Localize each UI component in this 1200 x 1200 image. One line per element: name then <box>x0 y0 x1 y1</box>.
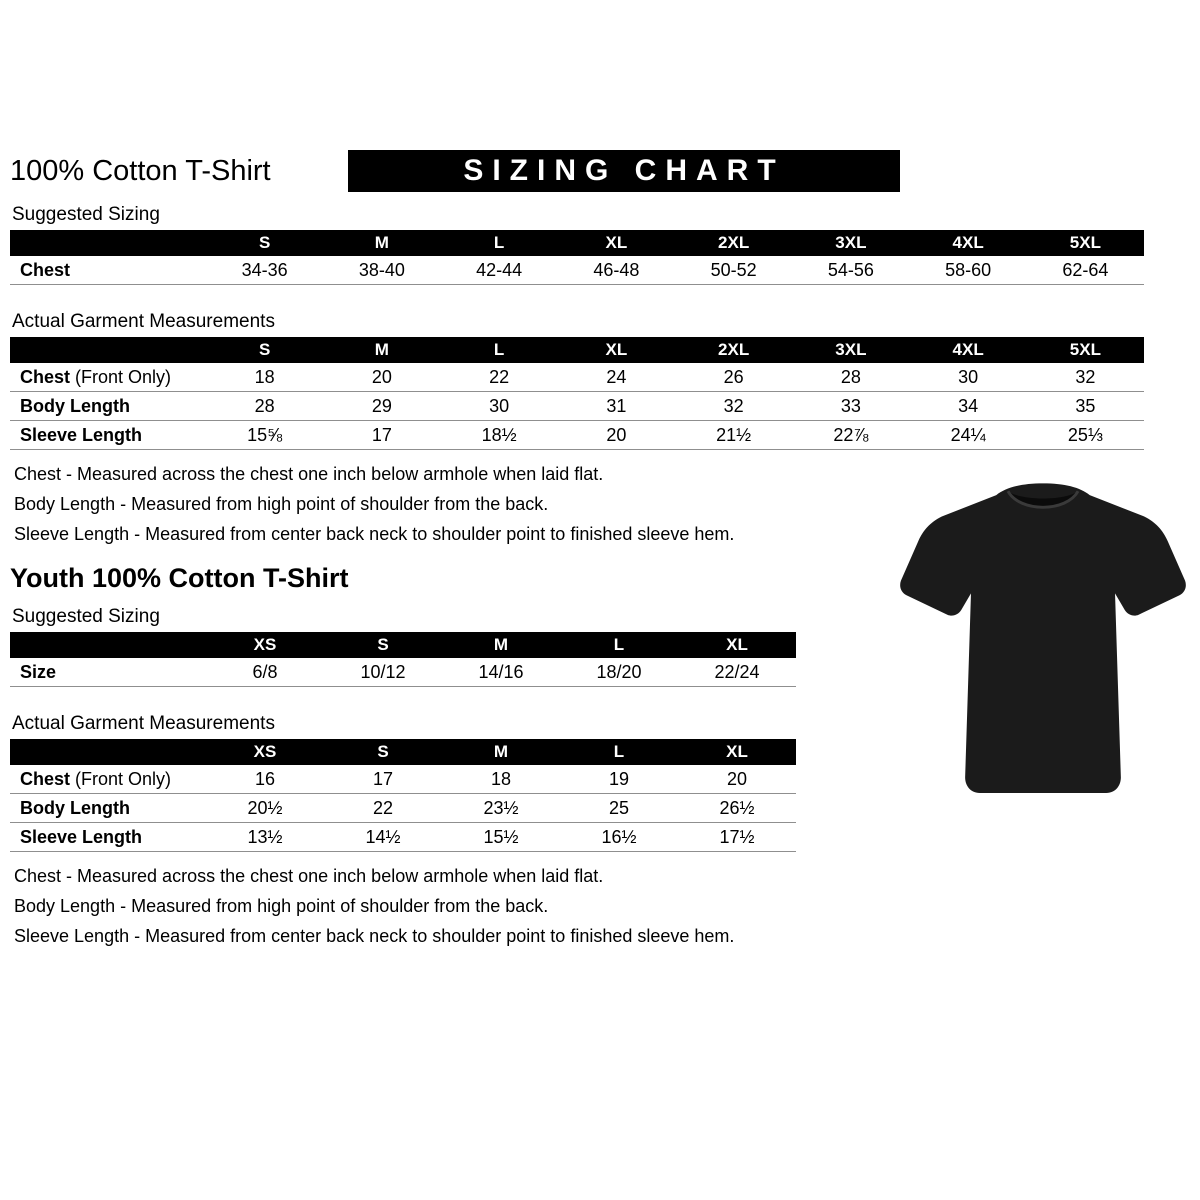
size-value: 32 <box>675 392 792 421</box>
size-value: 24 <box>558 363 675 392</box>
row-label: Chest <box>20 367 71 387</box>
row-label: Sleeve Length <box>20 827 143 847</box>
size-header: 2XL <box>675 230 792 256</box>
youth-actual-measurements-table <box>10 739 796 852</box>
size-value: 19 <box>560 765 678 794</box>
size-value: 24¼ <box>910 421 1027 450</box>
size-value: 20 <box>323 363 440 392</box>
size-value: 62-64 <box>1027 256 1144 285</box>
size-value: 30 <box>910 363 1027 392</box>
youth-actual-measurements-label: Actual Garment Measurements <box>12 713 275 734</box>
header-spacer <box>10 337 206 363</box>
note-line: Chest - Measured across the chest one inch below armhole when laid flat. <box>14 464 604 484</box>
row-label: Size <box>20 662 57 682</box>
size-value: 38-40 <box>323 256 440 285</box>
table-row <box>10 392 1144 421</box>
size-value: 42-44 <box>441 256 558 285</box>
size-value: 23½ <box>442 794 560 823</box>
size-header: 5XL <box>1027 337 1144 363</box>
header-spacer <box>10 632 206 658</box>
size-header: XL <box>558 337 675 363</box>
note-line: Body Length - Measured from high point of shoulder from the back. <box>14 896 549 916</box>
size-value: 20 <box>678 765 796 794</box>
adult-suggested-sizing-label: Suggested Sizing <box>12 204 160 225</box>
size-header: 5XL <box>1027 230 1144 256</box>
size-value: 31 <box>558 392 675 421</box>
header-spacer <box>10 739 206 765</box>
size-header: 3XL <box>792 230 909 256</box>
table-row <box>10 363 1144 392</box>
header-spacer <box>10 230 206 256</box>
note-line: Sleeve Length - Measured from center back neck to shoulder point to finished sleeve hem. <box>14 926 735 946</box>
size-value: 22 <box>324 794 442 823</box>
sizing-chart-banner: SIZING CHART <box>348 150 900 192</box>
size-value: 34 <box>910 392 1027 421</box>
row-label: Body Length <box>20 798 130 818</box>
size-value: 20 <box>558 421 675 450</box>
youth-measurement-notes <box>14 866 1190 947</box>
black-tshirt-image <box>897 476 1189 814</box>
size-value: 17½ <box>678 823 796 852</box>
size-value: 18 <box>206 363 323 392</box>
size-value: 28 <box>206 392 323 421</box>
size-value: 34-36 <box>206 256 323 285</box>
size-header: 3XL <box>792 337 909 363</box>
size-value: 15⅝ <box>206 421 323 450</box>
size-value: 22⅞ <box>792 421 909 450</box>
note-line: Body Length - Measured from high point of shoulder from the back. <box>14 494 549 514</box>
size-header-row <box>10 739 796 765</box>
size-header-row <box>10 632 796 658</box>
size-value: 6/8 <box>206 658 324 687</box>
size-value: 14/16 <box>442 658 560 687</box>
table-row <box>10 421 1144 450</box>
table-row <box>10 765 796 794</box>
size-value: 20½ <box>206 794 324 823</box>
row-label-suffix: (Front Only) <box>70 367 172 387</box>
size-header: L <box>560 632 678 658</box>
size-value: 26 <box>675 363 792 392</box>
size-value: 33 <box>792 392 909 421</box>
page-title: 100% Cotton T-Shirt <box>10 155 271 187</box>
size-header: XL <box>558 230 675 256</box>
row-label-suffix: (Front Only) <box>70 769 172 789</box>
size-header-row <box>10 337 1144 363</box>
size-value: 18/20 <box>560 658 678 687</box>
adult-actual-measurements-table <box>10 337 1144 450</box>
size-value: 14½ <box>324 823 442 852</box>
size-value: 16 <box>206 765 324 794</box>
size-header: XL <box>678 632 796 658</box>
size-value: 10/12 <box>324 658 442 687</box>
size-value: 50-52 <box>675 256 792 285</box>
size-value: 17 <box>323 421 440 450</box>
size-value: 28 <box>792 363 909 392</box>
size-value: 17 <box>324 765 442 794</box>
row-label: Body Length <box>20 396 130 416</box>
size-value: 32 <box>1027 363 1144 392</box>
size-value: 15½ <box>442 823 560 852</box>
adult-actual-measurements-label: Actual Garment Measurements <box>12 311 275 332</box>
page-header <box>10 150 1190 192</box>
size-header: 4XL <box>910 337 1027 363</box>
table-row <box>10 256 1144 285</box>
size-header: 4XL <box>910 230 1027 256</box>
size-header: S <box>324 632 442 658</box>
size-header: M <box>442 632 560 658</box>
size-header: XS <box>206 632 324 658</box>
table-row <box>10 658 796 687</box>
size-header: S <box>206 337 323 363</box>
size-value: 18 <box>442 765 560 794</box>
size-value: 16½ <box>560 823 678 852</box>
size-header: 2XL <box>675 337 792 363</box>
size-header: M <box>442 739 560 765</box>
row-label: Chest <box>20 260 71 280</box>
size-header: XS <box>206 739 324 765</box>
size-value: 46-48 <box>558 256 675 285</box>
size-value: 29 <box>323 392 440 421</box>
size-value: 13½ <box>206 823 324 852</box>
size-header: S <box>324 739 442 765</box>
size-header-row <box>10 230 1144 256</box>
size-header: XL <box>678 739 796 765</box>
size-value: 30 <box>441 392 558 421</box>
size-value: 22 <box>441 363 558 392</box>
size-value: 18½ <box>441 421 558 450</box>
size-header: S <box>206 230 323 256</box>
youth-suggested-sizing-label: Suggested Sizing <box>12 606 160 627</box>
youth-section-title: Youth 100% Cotton T-Shirt <box>10 563 349 593</box>
size-value: 26½ <box>678 794 796 823</box>
row-label: Chest <box>20 769 71 789</box>
size-header: L <box>441 337 558 363</box>
note-line: Sleeve Length - Measured from center back neck to shoulder point to finished sleeve hem. <box>14 524 735 544</box>
size-value: 58-60 <box>910 256 1027 285</box>
size-value: 35 <box>1027 392 1144 421</box>
note-line: Chest - Measured across the chest one inch below armhole when laid flat. <box>14 866 604 886</box>
size-value: 21½ <box>675 421 792 450</box>
size-header: M <box>323 337 440 363</box>
size-header: M <box>323 230 440 256</box>
size-value: 54-56 <box>792 256 909 285</box>
size-value: 25 <box>560 794 678 823</box>
row-label: Sleeve Length <box>20 425 143 445</box>
table-row <box>10 794 796 823</box>
youth-suggested-sizing-table <box>10 632 796 687</box>
size-value: 22/24 <box>678 658 796 687</box>
tshirt-graphic <box>897 476 1189 814</box>
size-header: L <box>560 739 678 765</box>
adult-suggested-sizing-table <box>10 230 1144 285</box>
table-row <box>10 823 796 852</box>
size-header: L <box>441 230 558 256</box>
size-value: 25⅓ <box>1027 421 1144 450</box>
